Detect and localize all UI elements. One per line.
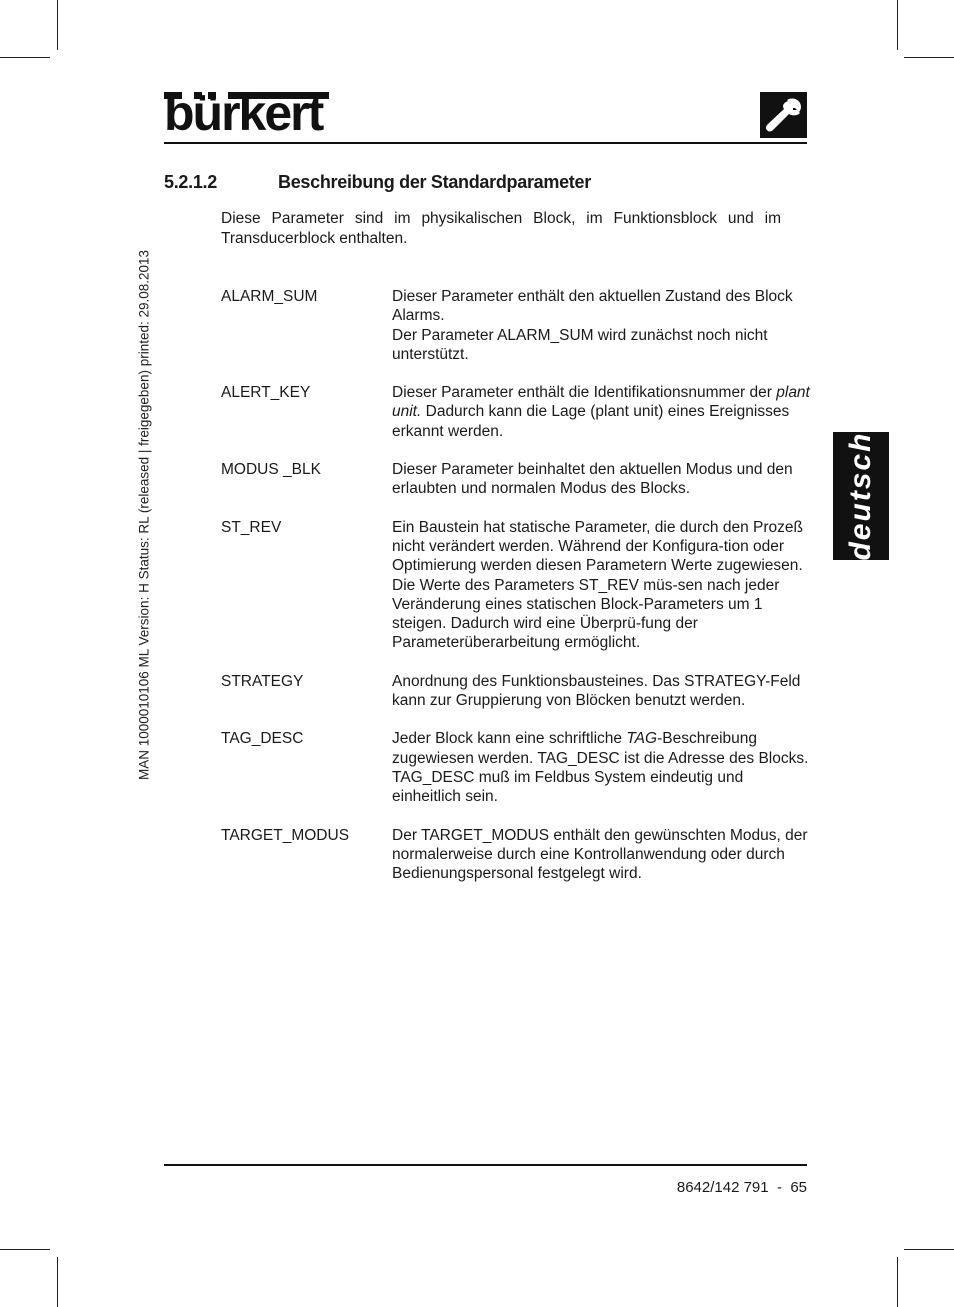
parameter-name: MODUS _BLK	[221, 461, 321, 479]
parameter-description	[392, 729, 811, 806]
burkert-logo: bürkert	[164, 85, 323, 141]
description-text: Jeder Block kann eine schriftliche	[392, 730, 623, 748]
description-text: -Beschreibung zugewiesen werden. TAG_DESC ist die Adresse des Blocks. TAG_DESC muß im Feldbus System eindeutig und einheitlich sein.	[392, 730, 809, 806]
crop-mark	[0, 57, 50, 58]
page-number: 65	[790, 1179, 807, 1196]
parameter-description: Anordnung des Funktionsbausteines. Das STRATEGY-Feld kann zur Gruppierung von Blöcken benutzt werden.	[392, 672, 801, 710]
parameter-description	[392, 287, 811, 364]
description-text: Der Parameter ALARM_SUM wird zunächst noch nicht unterstützt.	[392, 326, 768, 363]
section-number: 5.2.1.2	[164, 172, 217, 192]
intro-paragraph: Diese Parameter sind im physikalischen Block, im Funktionsblock und im Transducerblock enthalten.	[221, 210, 781, 247]
parameter-row	[221, 826, 811, 884]
parameter-row	[221, 460, 811, 499]
parameter-name: TARGET_MODUS	[221, 826, 350, 844]
section-heading	[164, 172, 591, 193]
description-italic: TAG	[626, 730, 658, 748]
section-title: Beschreibung der Standardparameter	[278, 172, 591, 192]
parameter-description: Ein Baustein hat statische Parameter, die durch den Prozeß nicht verändert werden. Während der Konfigura-tion oder Optimierung werden diesen Parametern Werte zugewiesen. Die Werte des Parameters ST_REV müs-sen nach jeder Veränderung eines statischen Block-Parameters um 1 steigen. Dadurch wird eine Überprü-fung der Parameterüberarbeitung ermöglicht.	[392, 518, 803, 652]
parameter-name: ALERT_KEY	[221, 384, 311, 402]
footer-rule	[164, 1164, 807, 1166]
crop-mark	[897, 0, 898, 50]
parameter-name: STRATEGY	[221, 672, 304, 690]
crop-mark	[57, 1257, 58, 1307]
parameter-description: Der TARGET_MODUS enthält den gewünschten Modus, der normalerweise durch eine Kontrollanwendung oder durch Bedienungspersonal festgelegt wird.	[392, 826, 808, 883]
description-text: Dadurch kann die Lage (plant unit) eines Ereignisses erkannt werden.	[392, 403, 790, 440]
parameter-name: ST_REV	[221, 518, 282, 536]
parameter-row	[221, 729, 811, 806]
document-status-label: MAN 1000010106 ML Version: H Status: RL (released | freigegeben) printed: 29.08.2013	[136, 249, 152, 781]
parameter-description: Dieser Parameter beinhaltet den aktuellen Modus und den erlaubten und normalen Modus des Blocks.	[392, 461, 793, 498]
crop-mark	[904, 1249, 954, 1250]
document-number: 8642/142 791	[676, 1179, 769, 1196]
page-footer	[677, 1179, 807, 1196]
parameter-name: ALARM_SUM	[221, 288, 318, 305]
crop-mark	[897, 1257, 898, 1307]
footer-separator: -	[776, 1179, 782, 1196]
header-rule	[164, 142, 807, 144]
language-tab	[833, 432, 889, 560]
parameter-row	[221, 287, 811, 364]
description-text: Dieser Parameter enthält die Identifikationsnummer der	[392, 384, 772, 402]
wrench-icon	[760, 92, 807, 138]
description-text: Dieser Parameter enthält den aktuellen Zustand des Block Alarms.	[392, 288, 793, 325]
parameter-row	[221, 672, 811, 711]
parameter-description	[392, 383, 811, 441]
crop-mark	[0, 1249, 50, 1250]
parameter-name: TAG_DESC	[221, 730, 304, 748]
parameter-row	[221, 518, 811, 653]
description-italic: plant unit.	[392, 384, 810, 421]
crop-mark	[904, 57, 954, 58]
crop-mark	[57, 0, 58, 50]
parameter-row	[221, 383, 811, 441]
language-tab-label: deutsch	[844, 431, 877, 561]
parameter-list	[221, 287, 811, 902]
